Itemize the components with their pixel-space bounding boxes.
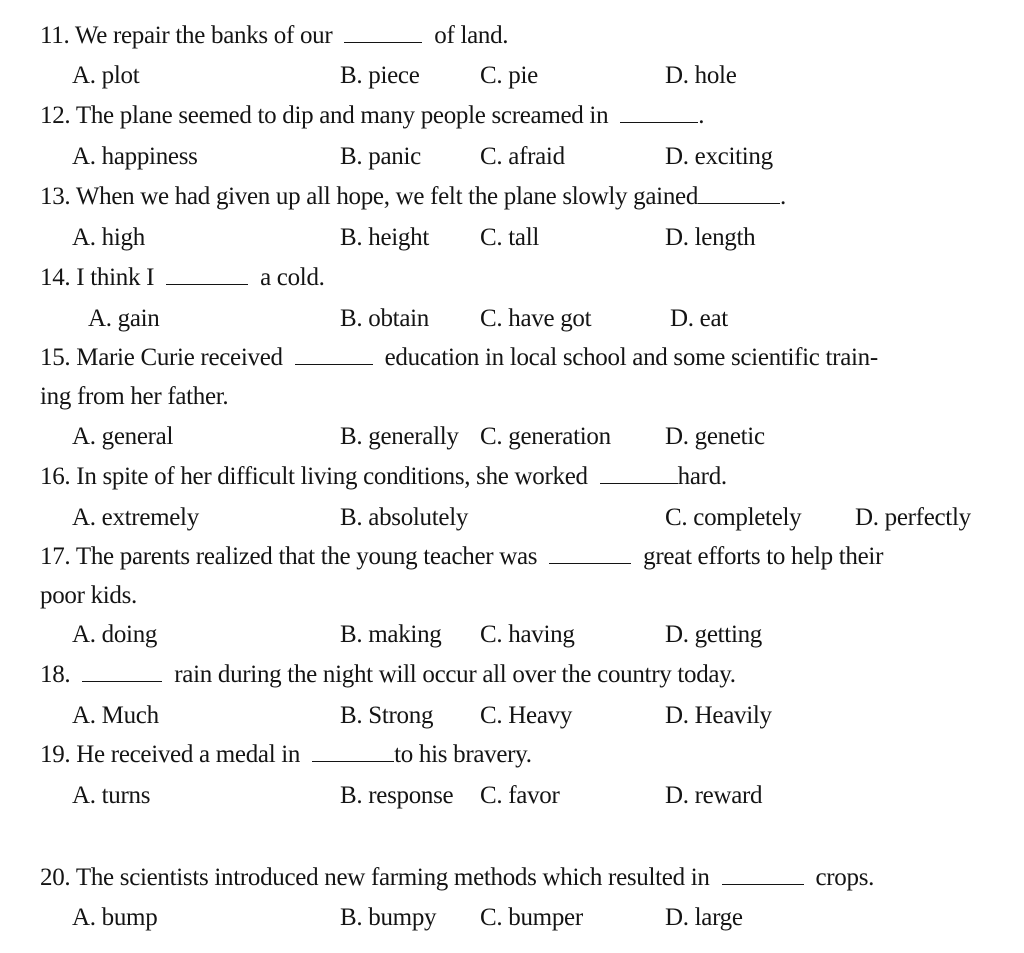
question-18-option-d: D. Heavily	[665, 702, 772, 729]
question-17-option-d: D. getting	[665, 621, 762, 648]
question-20-option-b: B. bumpy	[340, 904, 437, 931]
question-20-option-d: D. large	[665, 904, 743, 931]
question-19-text-after: to his bravery.	[394, 741, 532, 768]
question-15-stem	[40, 344, 878, 372]
question-12-text-before: 12. The plane seemed to dip and many people screamed in	[40, 102, 609, 129]
question-12-option-a: A. happiness	[72, 143, 198, 170]
question-13-option-a: A. high	[72, 224, 145, 251]
question-18-text-before: 18.	[40, 661, 71, 688]
question-16-text-after: hard.	[677, 463, 727, 490]
question-17-blank	[549, 543, 631, 564]
question-15-blank	[295, 344, 373, 365]
question-11-blank	[344, 22, 422, 43]
question-20-option-c: C. bumper	[480, 904, 583, 931]
question-16-option-d: D. perfectly	[855, 504, 971, 531]
question-11-option-c: C. pie	[480, 62, 538, 89]
question-11-text-after: of land.	[434, 22, 509, 49]
question-15-option-b: B. generally	[340, 423, 459, 450]
question-12-option-b: B. panic	[340, 143, 421, 170]
question-20-stem	[40, 864, 874, 892]
question-15-option-c: C. generation	[480, 423, 611, 450]
question-15-option-d: D. genetic	[665, 423, 765, 450]
question-17-text-after: great efforts to help their	[643, 543, 884, 570]
question-12-blank	[620, 102, 698, 123]
question-14-blank	[166, 264, 248, 285]
question-13-blank	[698, 183, 780, 204]
question-13-text-before: 13. When we had given up all hope, we felt the plane slowly gained	[40, 183, 699, 210]
question-19-option-b: B. response	[340, 782, 454, 809]
question-18-text-after: rain during the night will occur all over the country today.	[174, 661, 736, 688]
question-14-option-b: B. obtain	[340, 305, 429, 332]
question-20-text-after: crops.	[815, 864, 875, 891]
question-11-option-b: B. piece	[340, 62, 420, 89]
question-18-blank	[82, 661, 162, 682]
question-16-option-c: C. completely	[665, 504, 802, 531]
question-18-option-c: C. Heavy	[480, 702, 573, 729]
question-19-text-before: 19. He received a medal in	[40, 741, 301, 768]
question-12-stem	[40, 102, 704, 130]
question-15-text-after: education in local school and some scientific train-	[384, 344, 878, 371]
question-12-text-after: .	[698, 102, 705, 129]
question-14-text-after: a cold.	[260, 264, 325, 291]
question-14-option-a: A. gain	[88, 305, 160, 332]
question-20-text-before: 20. The scientists introduced new farming methods which resulted in	[40, 864, 710, 891]
question-12-option-d: D. exciting	[665, 143, 773, 170]
question-19-option-c: C. favor	[480, 782, 560, 809]
question-17-text-before: 17. The parents realized that the young teacher was	[40, 543, 538, 570]
question-20-blank	[722, 864, 804, 885]
question-16-text-before: 16. In spite of her difficult living conditions, she worked	[40, 463, 588, 490]
question-20-option-a: A. bump	[72, 904, 158, 931]
question-14-option-c: C. have got	[480, 305, 592, 332]
question-17-option-b: B. making	[340, 621, 442, 648]
question-15-stem-line2: ing from her father.	[40, 383, 229, 410]
question-16-option-b: B. absolutely	[340, 504, 469, 531]
question-19-stem	[40, 741, 532, 769]
question-11-option-d: D. hole	[665, 62, 737, 89]
question-12-option-c: C. afraid	[480, 143, 565, 170]
question-14-stem	[40, 264, 325, 292]
question-19-option-d: D. reward	[665, 782, 763, 809]
question-13-option-d: D. length	[665, 224, 756, 251]
question-13-text-after: .	[780, 183, 786, 210]
question-11-text-before: 11. We repair the banks of our	[40, 22, 333, 49]
question-15-text-before: 15. Marie Curie received	[40, 344, 283, 371]
question-17-option-a: A. doing	[72, 621, 158, 648]
question-16-blank	[600, 463, 678, 484]
question-15-option-a: A. general	[72, 423, 174, 450]
question-16-stem	[40, 463, 727, 491]
question-16-option-a: A. extremely	[72, 504, 199, 531]
question-18-option-a: A. Much	[72, 702, 159, 729]
question-14-option-d: D. eat	[670, 305, 728, 332]
question-17-option-c: C. having	[480, 621, 575, 648]
question-13-option-c: C. tall	[480, 224, 540, 251]
question-11-option-a: A. plot	[72, 62, 140, 89]
question-13-stem	[40, 183, 786, 211]
question-19-blank	[312, 741, 394, 762]
question-18-option-b: B. Strong	[340, 702, 434, 729]
question-18-stem	[40, 661, 736, 689]
question-11-stem	[40, 22, 508, 50]
question-17-stem	[40, 543, 883, 571]
question-14-text-before: 14. I think I	[40, 264, 155, 291]
question-13-option-b: B. height	[340, 224, 429, 251]
question-19-option-a: A. turns	[72, 782, 151, 809]
question-17-stem-line2: poor kids.	[40, 582, 138, 609]
